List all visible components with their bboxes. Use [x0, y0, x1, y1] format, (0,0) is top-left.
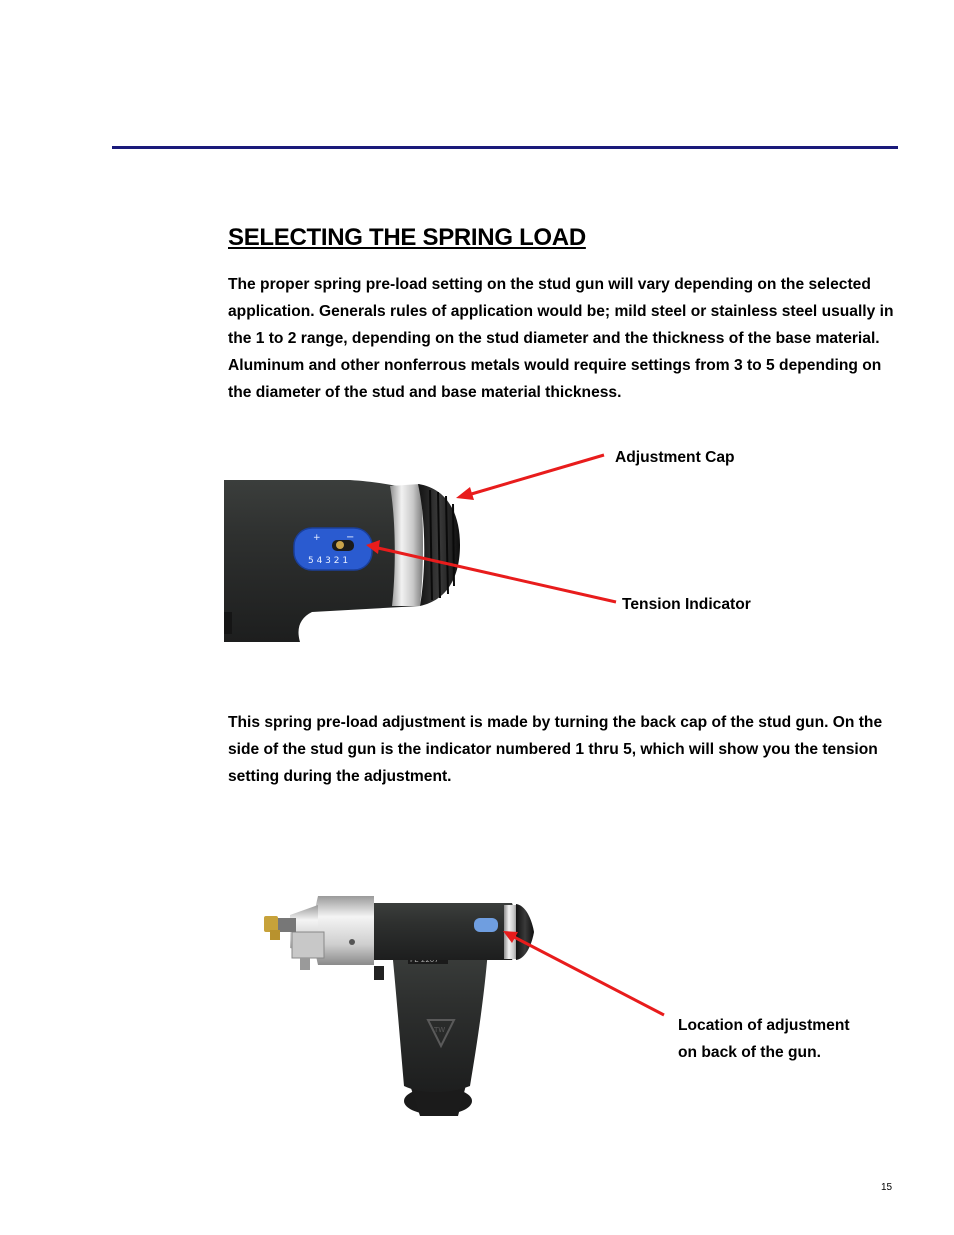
stud-gun-photo — [264, 896, 534, 1116]
tension-indicator-label: Tension Indicator — [622, 596, 751, 613]
indicator-scale-label: 5 4 3 2 1 — [308, 556, 349, 566]
callout-arrow-fig2 — [503, 931, 664, 1015]
location-label-line1: Location of adjustment — [678, 1017, 850, 1034]
intro-paragraph: The proper spring pre-load setting on the stud gun will vary depending on the selected application. Generals rules of application would be; mild steel or stainless steel usually in the 1 to 2 range, depending on the stud diameter and the thickness of the base material. Aluminum and other nonferrous metals would require settings from 3 to 5 depending on the diameter of the stud and base material thickness. — [228, 276, 894, 401]
indicator-minus-label: − — [346, 532, 355, 543]
location-label — [678, 1012, 898, 1066]
indicator-plus-label: + — [313, 533, 321, 543]
page-number: 15 — [881, 1182, 893, 1193]
adjustment-cap-label: Adjustment Cap — [615, 449, 735, 466]
gun-closeup-photo — [224, 480, 460, 642]
gun-logo-label: TW — [434, 1026, 446, 1034]
adjustment-paragraph: This spring pre-load adjustment is made by turning the back cap of the stud gun. On the side of the stud gun is the indicator numbered 1 thru 5, which will show you the tension setting during the adjustment. — [228, 714, 883, 785]
section-heading: SELECTING THE SPRING LOAD — [228, 224, 586, 251]
location-label-line2: on back of the gun. — [678, 1044, 821, 1061]
